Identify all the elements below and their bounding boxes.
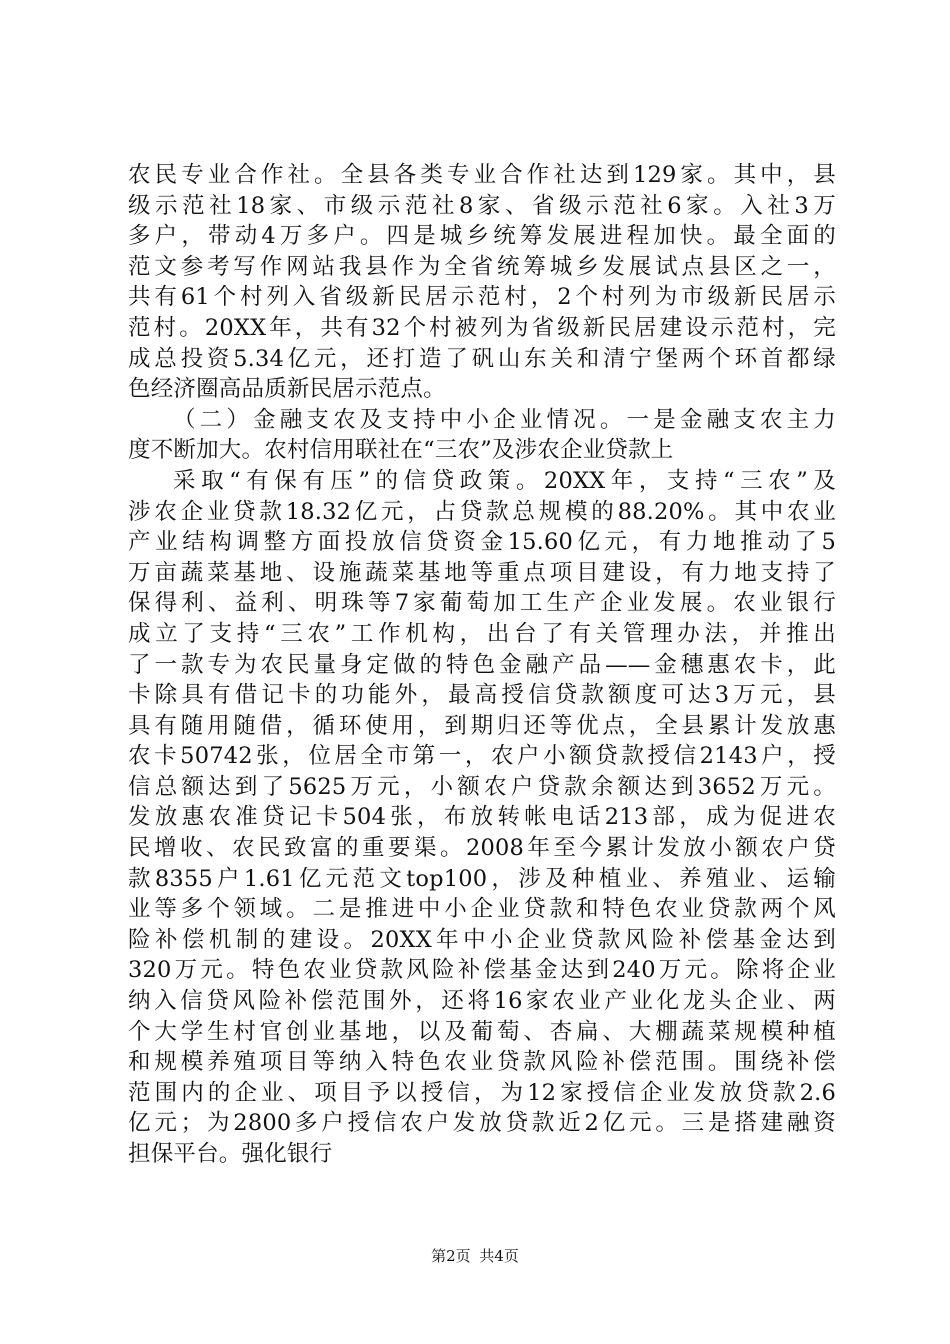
text-line: 320万元。特色农业贷款风险补偿基金达到240万元。除将企业 (128, 957, 836, 984)
text-line: 多户，带动4万多户。四是城乡统筹发展进程加快。最全面的 (128, 223, 836, 250)
text-line: 万亩蔬菜基地、设施蔬菜基地等重点项目建设，有力地支持了 (128, 559, 836, 586)
text-line: 款8355户1.61亿元范文top100，涉及种植业、养殖业、运输 (128, 865, 836, 892)
text-line: 险补偿机制的建设。20XX年中小企业贷款风险补偿基金达到 (128, 926, 836, 953)
text-line: 了一款专为农民量身定做的特色金融产品——金穗惠农卡，此 (128, 651, 836, 678)
page-footer (0, 1245, 950, 1266)
text-line: 级示范社18家、市级示范社8家、省级示范社6家。入社3万 (128, 192, 836, 219)
text-line: 共有61个村列入省级新民居示范村，2个村列为市级新民居示 (128, 284, 836, 311)
text-line: 卡除具有借记卡的功能外，最高授信贷款额度可达3万元，县 (128, 682, 836, 709)
text-line: 亿元；为2800多户授信农户发放贷款近2亿元。三是搭建融资 (128, 1110, 836, 1137)
text-line: 信总额达到了5625万元，小额农户贷款余额达到3652万元。 (128, 773, 836, 800)
text-line: （二）金融支农及支持中小企业情况。一是金融支农主力 (173, 406, 836, 433)
text-line: 担保平台。强化银行 (128, 1141, 333, 1167)
text-line: 范文参考写作网站我县作为全省统筹城乡发展试点县区之一， (128, 253, 836, 280)
text-line: 采取“有保有压”的信贷政策。20XX年，支持“三农”及 (173, 467, 836, 494)
text-line: 个大学生村官创业基地，以及葡萄、杏扁、大棚蔬菜规模种植 (128, 1018, 836, 1045)
document-body (128, 160, 836, 1170)
text-line: 色经济圈高品质新民居示范点。 (128, 376, 446, 403)
text-line: 发放惠农准贷记卡504张，布放转帐电话213部，成为促进农 (128, 804, 836, 831)
text-line: 产业结构调整方面投放信贷资金15.60亿元，有力地推动了5 (128, 529, 836, 556)
text-line: 度不断加大。农村信用联社在“三农”及涉农企业贷款上 (128, 437, 674, 464)
page-total: 共4页 (479, 1247, 519, 1265)
text-line: 成立了支持“三农”工作机构，出台了有关管理办法，并推出 (128, 620, 836, 647)
text-line: 范村。20XX年，共有32个村被列为省级新民居建设示范村，完 (128, 314, 836, 341)
text-line: 纳入信贷风险补偿范围外，还将16家农业产业化龙头企业、两 (128, 988, 836, 1015)
text-line: 和规模养殖项目等纳入特色农业贷款风险补偿范围。围绕补偿 (128, 1049, 836, 1076)
text-line: 农民专业合作社。全县各类专业合作社达到129家。其中，县 (128, 162, 836, 188)
text-line: 成总投资5.34亿元，还打造了矾山东关和清宁堡两个环首都绿 (128, 345, 836, 372)
text-line: 农卡50742张，位居全市第一，农户小额贷款授信2143户，授 (128, 743, 836, 770)
text-line: 业等多个领域。二是推进中小企业贷款和特色农业贷款两个风 (128, 896, 836, 923)
text-line: 具有随用随借，循环使用，到期归还等优点，全县累计发放惠 (128, 712, 836, 739)
page-number: 第2页 (431, 1247, 471, 1265)
text-line: 涉农企业贷款18.32亿元，占贷款总规模的88.20%。其中农业 (128, 498, 836, 525)
text-line: 范围内的企业、项目予以授信，为12家授信企业发放贷款2.6 (128, 1079, 836, 1106)
text-line: 保得利、益利、明珠等7家葡萄加工生产企业发展。农业银行 (128, 590, 836, 617)
text-line: 民增收、农民致富的重要渠。2008年至今累计发放小额农户贷 (128, 835, 836, 862)
